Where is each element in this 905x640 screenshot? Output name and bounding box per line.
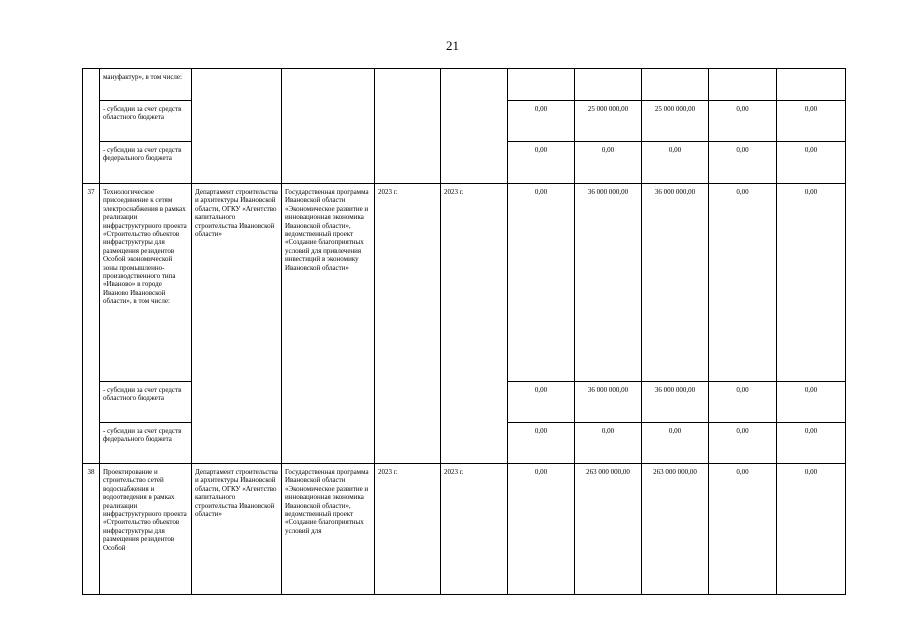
table-row <box>83 464 846 595</box>
end-year-cell: 2023 г. <box>441 464 508 595</box>
subsidy-label-cell: - субсидии за счет средств областного бюджета <box>100 101 192 142</box>
row-number-cell: 38 <box>83 464 100 595</box>
table-row <box>83 184 846 382</box>
row-number-cell: 37 <box>83 184 100 464</box>
page-number: 21 <box>446 38 459 53</box>
value-cell: 25 000 000,00 <box>642 101 709 142</box>
value-cell <box>575 69 642 101</box>
item-name-cell: мануфактур», в том числе: <box>100 69 192 101</box>
start-year-cell: 2023 г. <box>375 464 441 595</box>
subsidy-label-cell: - субсидии за счет средств областного бюджета <box>100 382 192 423</box>
executor-cell: Департамент строительства и архитектуры Ивановской области, ОГКУ «Агентство капитального строительства Ивановской области» <box>192 184 282 464</box>
value-cell: 0,00 <box>777 142 846 184</box>
row-number-cell <box>83 69 100 184</box>
subsidy-label-cell: - субсидии за счет средств федерального бюджета <box>100 423 192 464</box>
table-row <box>83 69 846 101</box>
value-cell: 36 000 000,00 <box>575 184 642 382</box>
end-year-cell <box>441 69 508 184</box>
value-cell: 0,00 <box>777 101 846 142</box>
value-cell: 25 000 000,00 <box>575 101 642 142</box>
value-cell: 0,00 <box>575 142 642 184</box>
item-name-cell: Проектирование и строительство сетей водоснабжения и водоотведения в рамках реализации инфраструктурного проекта «Строительство объектов инфраструктуры для размещения резидентов Особой <box>100 464 192 595</box>
program-cell: Государственная программа Ивановской области «Экономическое развитие и инновационная экономика Ивановской области», ведомственный проект «Создание благоприятных условий для привлечения инвестиций в экономику Ивановской области» <box>282 184 375 464</box>
value-cell <box>508 69 575 101</box>
value-cell: 0,00 <box>575 423 642 464</box>
value-cell: 0,00 <box>508 184 575 382</box>
end-year-cell: 2023 г. <box>441 184 508 464</box>
value-cell: 0,00 <box>642 423 709 464</box>
value-cell <box>642 69 709 101</box>
value-cell: 0,00 <box>709 142 777 184</box>
value-cell: 0,00 <box>777 464 846 595</box>
value-cell: 0,00 <box>642 142 709 184</box>
value-cell: 0,00 <box>508 142 575 184</box>
value-cell: 36 000 000,00 <box>642 184 709 382</box>
executor-cell <box>192 69 282 184</box>
value-cell: 36 000 000,00 <box>575 382 642 423</box>
value-cell: 0,00 <box>709 101 777 142</box>
value-cell: 0,00 <box>777 382 846 423</box>
start-year-cell <box>375 69 441 184</box>
value-cell: 0,00 <box>709 184 777 382</box>
value-cell: 263 000 000,00 <box>642 464 709 595</box>
value-cell: 0,00 <box>508 464 575 595</box>
value-cell: 36 000 000,00 <box>642 382 709 423</box>
value-cell <box>777 69 846 101</box>
program-cell: Государственная программа Ивановской области «Экономическое развитие и инновационная экономика Ивановской области», ведомственный проект «Создание благоприятных условий для <box>282 464 375 595</box>
value-cell: 0,00 <box>508 423 575 464</box>
value-cell: 0,00 <box>508 382 575 423</box>
value-cell: 0,00 <box>709 423 777 464</box>
executor-cell: Департамент строительства и архитектуры Ивановской области, ОГКУ «Агентство капитального строительства Ивановской области» <box>192 464 282 595</box>
value-cell: 0,00 <box>508 101 575 142</box>
program-cell <box>282 69 375 184</box>
value-cell: 263 000 000,00 <box>575 464 642 595</box>
value-cell: 0,00 <box>709 382 777 423</box>
item-name-cell: Технологическое присоединение к сетям электроснабжения в рамках реализации инфраструктурного проекта «Строительство объектов инфраструктуры для размещения резидентов Особой экономической зоны промышленно-производственного типа «Иваново» в городе Иваново Ивановской области», в том числе: <box>100 184 192 382</box>
value-cell: 0,00 <box>777 184 846 382</box>
budget-table <box>82 68 846 595</box>
start-year-cell: 2023 г. <box>375 184 441 464</box>
value-cell <box>709 69 777 101</box>
value-cell: 0,00 <box>777 423 846 464</box>
value-cell: 0,00 <box>709 464 777 595</box>
subsidy-label-cell: - субсидии за счет средств федерального бюджета <box>100 142 192 184</box>
